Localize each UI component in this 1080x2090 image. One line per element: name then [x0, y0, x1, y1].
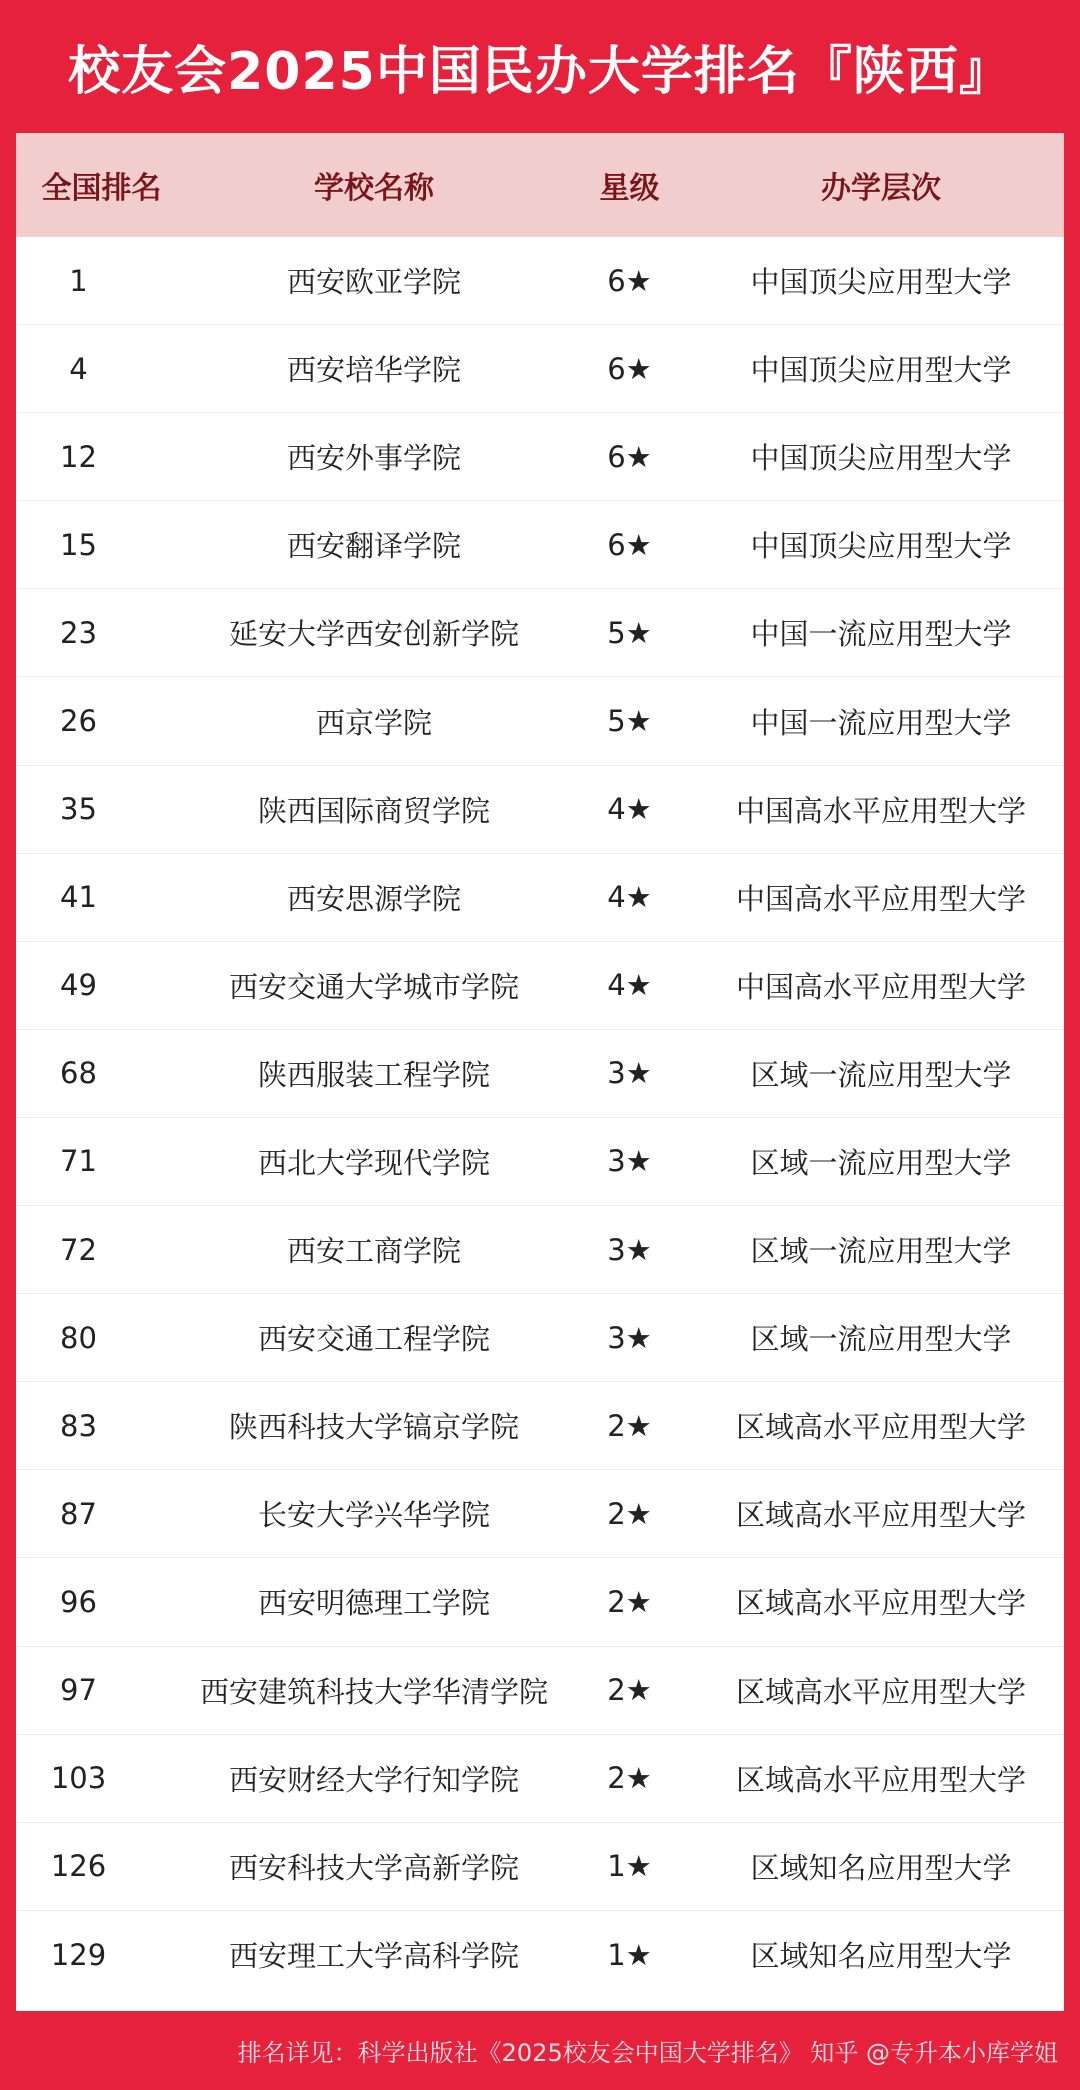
star-rating-cell: 3★: [607, 1056, 652, 1091]
level-cell: 区域高水平应用型大学: [735, 1410, 1026, 1445]
table-row: [16, 1118, 1064, 1206]
level-cell: 区域高水平应用型大学: [735, 1498, 1026, 1533]
star-rating-cell: 2★: [607, 1761, 652, 1796]
star-rating-cell: 2★: [607, 1496, 652, 1531]
school-name-cell: 西安培华学院: [286, 353, 461, 388]
level-cell: 中国顶尖应用型大学: [750, 441, 1012, 476]
school-name-cell: 西安思源学院: [286, 881, 461, 916]
table-row: [16, 1823, 1064, 1911]
school-name-cell: 西安翻译学院: [286, 529, 461, 564]
table-row: [16, 1206, 1064, 1294]
rank-cell: 4: [69, 351, 88, 386]
school-name-cell: 西京学院: [315, 705, 432, 740]
school-name-cell: 西安交通大学城市学院: [228, 969, 519, 1004]
table-row: [16, 1470, 1064, 1558]
star-rating-cell: 3★: [607, 1320, 652, 1355]
star-rating-cell: 4★: [607, 792, 652, 827]
rank-cell: 23: [60, 615, 97, 650]
school-name-cell: 陕西国际商贸学院: [257, 793, 490, 828]
rank-cell: 129: [50, 1937, 107, 1972]
table-row: [16, 1558, 1064, 1646]
ranking-table: [16, 133, 1064, 2011]
school-name-cell: 西北大学现代学院: [257, 1145, 490, 1180]
rank-cell: 72: [60, 1232, 97, 1267]
table-row: [16, 1030, 1064, 1118]
star-rating-cell: 4★: [607, 880, 652, 915]
star-rating-cell: 2★: [607, 1584, 652, 1619]
school-name-cell: 西安建筑科技大学华清学院: [199, 1674, 548, 1709]
star-rating-cell: 3★: [607, 1232, 652, 1267]
school-name-cell: 长安大学兴华学院: [257, 1498, 490, 1533]
star-rating-cell: 2★: [607, 1673, 652, 1708]
level-cell: 区域一流应用型大学: [750, 1234, 1012, 1269]
source-note: 排名详见：科学出版社《2025校友会中国大学排名》 知乎 @专升本小库学姐: [237, 2039, 1058, 2067]
level-cell: 区域高水平应用型大学: [735, 1586, 1026, 1621]
header-rank: 全国排名: [41, 171, 162, 206]
rank-cell: 71: [60, 1144, 97, 1179]
table-row: [16, 237, 1064, 325]
table-row: [16, 854, 1064, 942]
source-footer: [0, 2011, 1080, 2090]
star-rating-cell: 5★: [607, 615, 652, 650]
table-row: [16, 589, 1064, 677]
school-name-cell: 陕西科技大学镐京学院: [228, 1410, 519, 1445]
school-name-cell: 西安财经大学行知学院: [228, 1762, 519, 1797]
star-rating-cell: 2★: [607, 1408, 652, 1443]
level-cell: 中国高水平应用型大学: [735, 881, 1026, 916]
level-cell: 区域一流应用型大学: [750, 1057, 1012, 1092]
rank-cell: 1: [69, 263, 88, 298]
star-rating-cell: 6★: [607, 439, 652, 474]
table-row: [16, 1911, 1064, 1999]
table-row: [16, 677, 1064, 765]
school-name-cell: 西安明德理工学院: [257, 1586, 490, 1621]
level-cell: 中国顶尖应用型大学: [750, 265, 1012, 300]
page-title: 校友会2025中国民办大学排名『陕西』: [68, 42, 1012, 102]
level-cell: 中国高水平应用型大学: [735, 969, 1026, 1004]
rank-cell: 80: [60, 1320, 97, 1355]
table-row: [16, 1735, 1064, 1823]
school-name-cell: 西安工商学院: [286, 1234, 461, 1269]
rank-cell: 87: [60, 1496, 97, 1531]
school-name-cell: 西安欧亚学院: [286, 265, 461, 300]
level-cell: 中国高水平应用型大学: [735, 793, 1026, 828]
level-cell: 中国顶尖应用型大学: [750, 529, 1012, 564]
school-name-cell: 西安交通工程学院: [257, 1322, 490, 1357]
level-cell: 区域高水平应用型大学: [735, 1674, 1026, 1709]
title-banner: [0, 0, 1080, 133]
star-rating-cell: 1★: [607, 1849, 652, 1884]
rank-cell: 83: [60, 1408, 97, 1443]
school-name-cell: 延安大学西安创新学院: [228, 617, 519, 652]
table-row: [16, 1647, 1064, 1735]
rank-cell: 68: [60, 1056, 97, 1091]
table-row: [16, 1294, 1064, 1382]
star-rating-cell: 5★: [607, 704, 652, 739]
table-row: [16, 325, 1064, 413]
star-rating-cell: 6★: [607, 527, 652, 562]
table-row: [16, 501, 1064, 589]
rank-cell: 35: [60, 792, 97, 827]
table-row: [16, 1382, 1064, 1470]
table-row: [16, 942, 1064, 1030]
level-cell: 区域知名应用型大学: [750, 1850, 1012, 1885]
level-cell: 中国顶尖应用型大学: [750, 353, 1012, 388]
star-rating-cell: 4★: [607, 968, 652, 1003]
rank-cell: 12: [60, 439, 97, 474]
table-header: [16, 133, 1064, 237]
school-name-cell: 西安理工大学高科学院: [228, 1939, 519, 1974]
level-cell: 中国一流应用型大学: [750, 617, 1012, 652]
rank-cell: 96: [60, 1584, 97, 1619]
star-rating-cell: 3★: [607, 1144, 652, 1179]
rank-cell: 97: [60, 1673, 97, 1708]
rank-cell: 103: [50, 1761, 107, 1796]
level-cell: 区域高水平应用型大学: [735, 1762, 1026, 1797]
table-row: [16, 413, 1064, 501]
star-rating-cell: 1★: [607, 1937, 652, 1972]
header-stars: 星级: [599, 171, 660, 206]
level-cell: 中国一流应用型大学: [750, 705, 1012, 740]
rank-cell: 15: [60, 527, 97, 562]
rank-cell: 26: [60, 704, 97, 739]
school-name-cell: 西安科技大学高新学院: [228, 1850, 519, 1885]
header-level: 办学层次: [821, 171, 941, 206]
star-rating-cell: 6★: [607, 263, 652, 298]
header-name: 学校名称: [314, 171, 434, 206]
rank-cell: 126: [50, 1849, 107, 1884]
rank-cell: 49: [60, 968, 97, 1003]
table-body: [16, 237, 1064, 2011]
level-cell: 区域一流应用型大学: [750, 1322, 1012, 1357]
school-name-cell: 陕西服装工程学院: [257, 1057, 490, 1092]
level-cell: 区域一流应用型大学: [750, 1145, 1012, 1180]
level-cell: 区域知名应用型大学: [750, 1939, 1012, 1974]
table-row: [16, 766, 1064, 854]
star-rating-cell: 6★: [607, 351, 652, 386]
school-name-cell: 西安外事学院: [286, 441, 461, 476]
rank-cell: 41: [60, 880, 97, 915]
